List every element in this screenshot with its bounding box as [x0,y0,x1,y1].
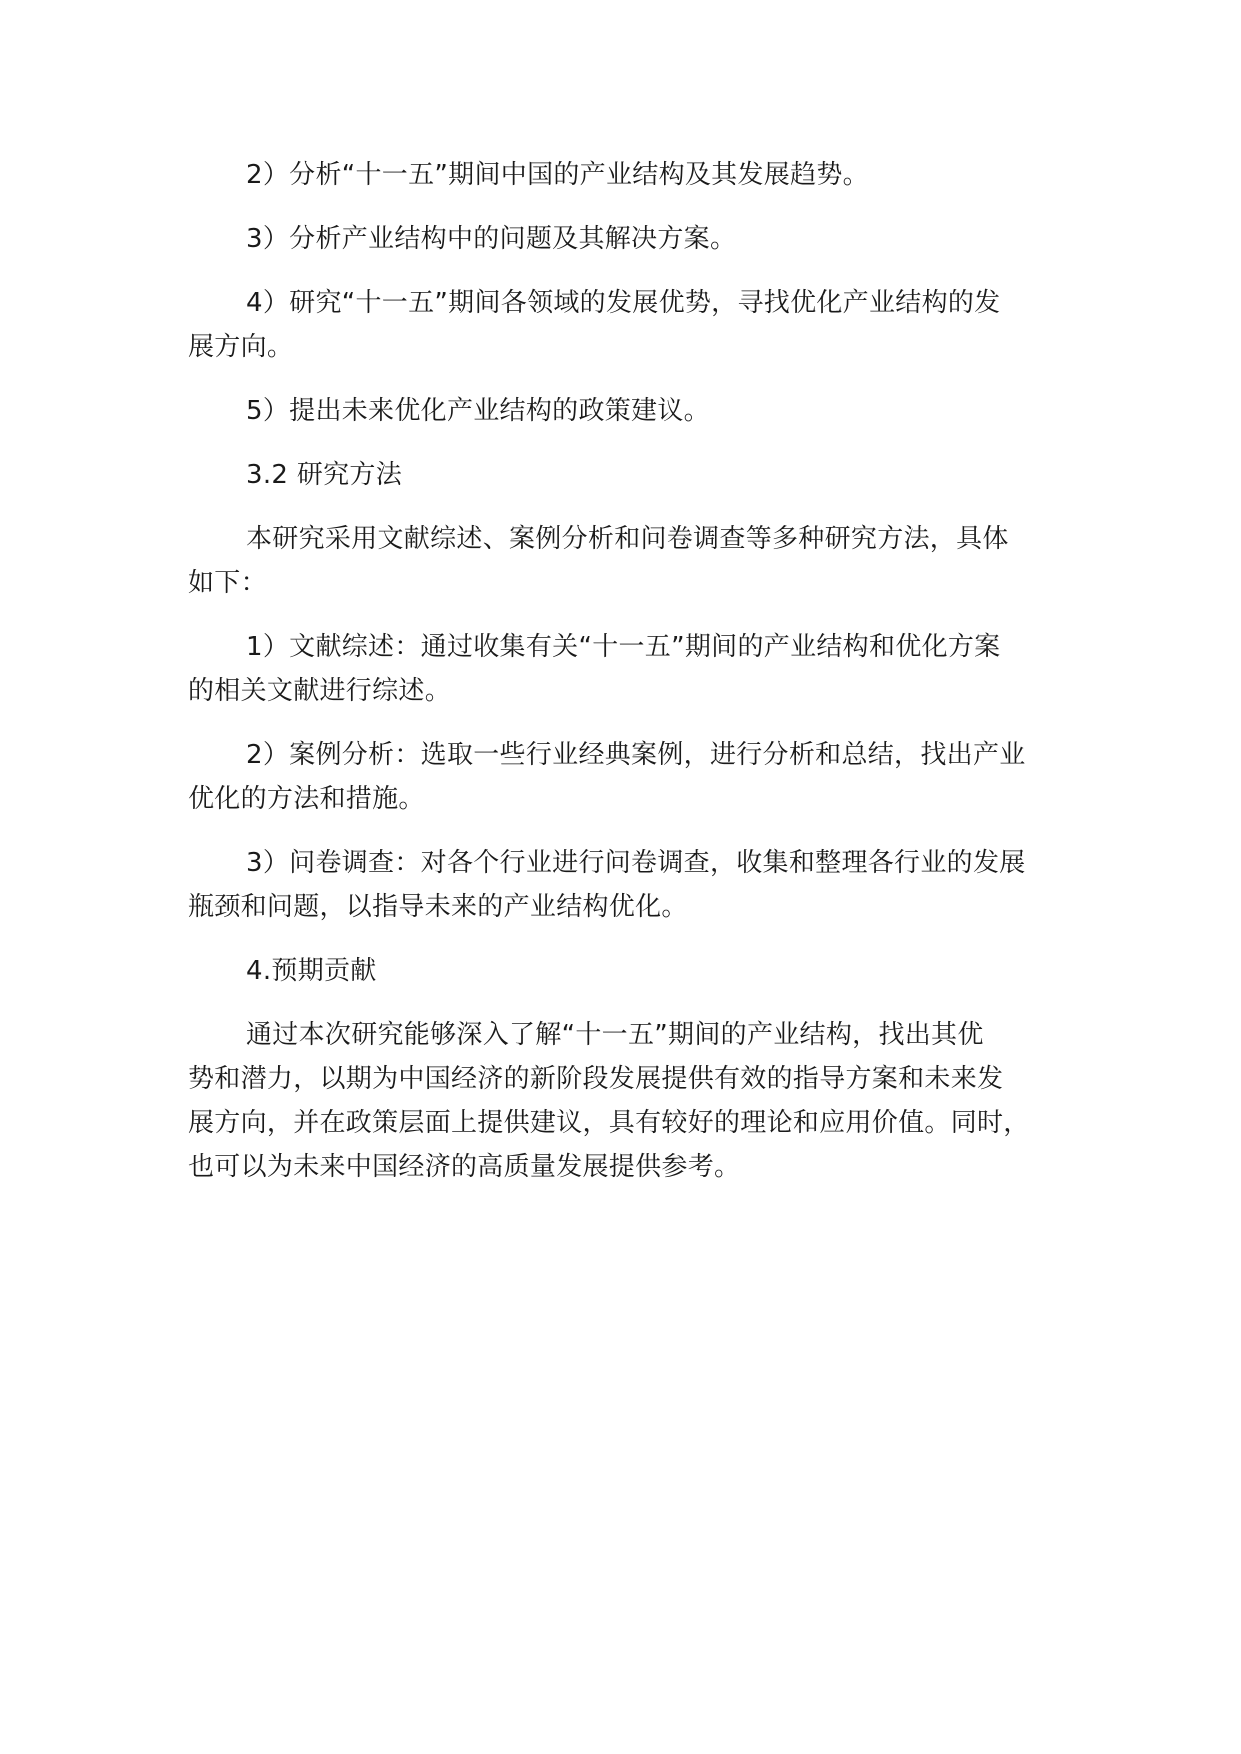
text-line: 的相关文献进行综述。 [188,676,452,706]
text-line: 如下： [188,568,267,598]
text-line: 3）问卷调查：对各个行业进行问卷调查，收集和整理各行业的发展 [246,848,1026,878]
contribution-paragraph [188,1013,1073,1189]
method-item-case-analysis [188,733,1073,821]
objective-item-2 [188,153,1073,197]
text-line: 展方向。 [188,332,294,362]
text-line: 2）案例分析：选取一些行业经典案例，进行分析和总结，找出产业 [246,740,1026,770]
text-line: 2）分析“十一五”期间中国的产业结构及其发展趋势。 [246,160,869,190]
method-item-literature-review [188,625,1073,713]
text-line: 势和潜力，以期为中国经济的新阶段发展提供有效的指导方案和未来发 [188,1064,1004,1094]
section-heading-research-methods [188,453,1073,497]
text-line: 5）提出未来优化产业结构的政策建议。 [246,396,710,426]
document-body [188,153,1073,1209]
heading-text: 3.2 研究方法 [246,460,403,490]
text-line: 优化的方法和措施。 [188,784,425,814]
text-line: 也可以为未来中国经济的高质量发展提供参考。 [188,1152,741,1182]
text-line: 3）分析产业结构中的问题及其解决方案。 [246,224,737,254]
text-line: 1）文献综述：通过收集有关“十一五”期间的产业结构和优化方案 [246,632,1001,662]
objective-item-5 [188,389,1073,433]
heading-text: 4.预期贡献 [246,956,377,986]
text-line: 通过本次研究能够深入了解“十一五”期间的产业结构，找出其优 [246,1020,984,1050]
objective-item-3 [188,217,1073,261]
text-line: 4）研究“十一五”期间各领域的发展优势，寻找优化产业结构的发 [246,288,1001,318]
section-heading-expected-contribution [188,949,1073,993]
methods-intro-paragraph [188,517,1073,605]
text-line: 本研究采用文献综述、案例分析和问卷调查等多种研究方法，具体 [246,524,1009,554]
objective-item-4 [188,281,1073,369]
text-line: 展方向，并在政策层面上提供建议，具有较好的理论和应用价值。同时， [188,1108,1030,1138]
text-line: 瓶颈和问题，以指导未来的产业结构优化。 [188,892,688,922]
method-item-questionnaire [188,841,1073,929]
